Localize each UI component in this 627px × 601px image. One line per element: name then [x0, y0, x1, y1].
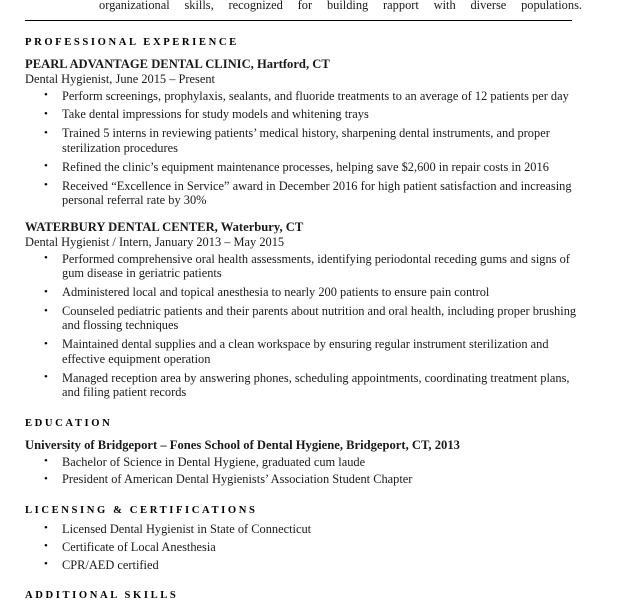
section-heading-licensing: LICENSING & CERTIFICATIONS: [25, 504, 258, 516]
section-heading-education: EDUCATION: [25, 417, 113, 429]
education-bullet-list: [25, 455, 582, 487]
list-item: • Perform screenings, prophylaxis, sealants, and fluoride treatments to an average of 12 patients per day: [25, 89, 582, 103]
role-dates: Dental Hygienist / Intern, January 2013 – May 2015: [25, 235, 285, 250]
list-item: • Performed comprehensive oral health assessments, identifying periodontal receding gums and signs of gum disease in geriatric patients: [25, 252, 582, 281]
section-heading-experience: PROFESSIONAL EXPERIENCE: [25, 37, 239, 48]
experience-bullet-list: [25, 89, 582, 208]
section-licensing-certifications: [25, 505, 582, 572]
section-additional-skills: [25, 590, 582, 601]
list-item: • Maintained dental supplies and a clean workspace by ensuring regular instrument sterilization and effective equipment operation: [25, 337, 582, 366]
list-item: • Administered local and topical anesthesia to nearly 200 patients to ensure pain control: [25, 285, 582, 299]
section-divider: [25, 20, 572, 21]
experience-entry: [25, 220, 582, 399]
list-item: • Refined the clinic’s equipment maintenance processes, helping save $2,600 in repair costs in 2016: [25, 160, 582, 174]
carryover-summary-line: organizational skills, recognized for building rapport with diverse populations.: [99, 0, 582, 12]
list-item: • Take dental impressions for study models and whitening trays: [25, 107, 582, 121]
employer-title: WATERBURY DENTAL CENTER, Waterbury, CT: [25, 220, 304, 235]
list-item: • Managed reception area by answering phones, scheduling appointments, coordinating treatment plans, and filing patient records: [25, 371, 582, 400]
experience-bullet-list: [25, 252, 582, 400]
list-item: • Received “Excellence in Service” award in December 2016 for high patient satisfaction and increasing personal referral rate by 30%: [25, 179, 582, 208]
role-dates: Dental Hygienist, June 2015 – Present: [25, 72, 215, 86]
experience-entry: [25, 57, 582, 207]
section-professional-experience: [25, 37, 582, 400]
list-item: • Certificate of Local Anesthesia: [25, 540, 582, 554]
employer-title: PEARL ADVANTAGE DENTAL CLINIC, Hartford, CT: [25, 57, 330, 71]
section-heading-additional-skills: ADDITIONAL SKILLS: [25, 590, 179, 601]
list-item: • CPR/AED certified: [25, 558, 582, 572]
licensing-bullet-list: [25, 522, 582, 572]
list-item: • Bachelor of Science in Dental Hygiene, graduated cum laude: [25, 455, 582, 469]
list-item: • Trained 5 interns in reviewing patients’ medical history, sharpening dental instruments, and proper sterilization procedures: [25, 126, 582, 155]
list-item: • President of American Dental Hygienists’ Association Student Chapter: [25, 472, 582, 486]
list-item: • Counseled pediatric patients and their parents about nutrition and oral health, including proper brushing and flossing techniques: [25, 304, 582, 333]
school-title: University of Bridgeport – Fones School of Dental Hygiene, Bridgeport, CT, 2013: [25, 437, 460, 452]
section-education: [25, 418, 582, 487]
list-item: • Licensed Dental Hygienist in State of Connecticut: [25, 522, 582, 536]
